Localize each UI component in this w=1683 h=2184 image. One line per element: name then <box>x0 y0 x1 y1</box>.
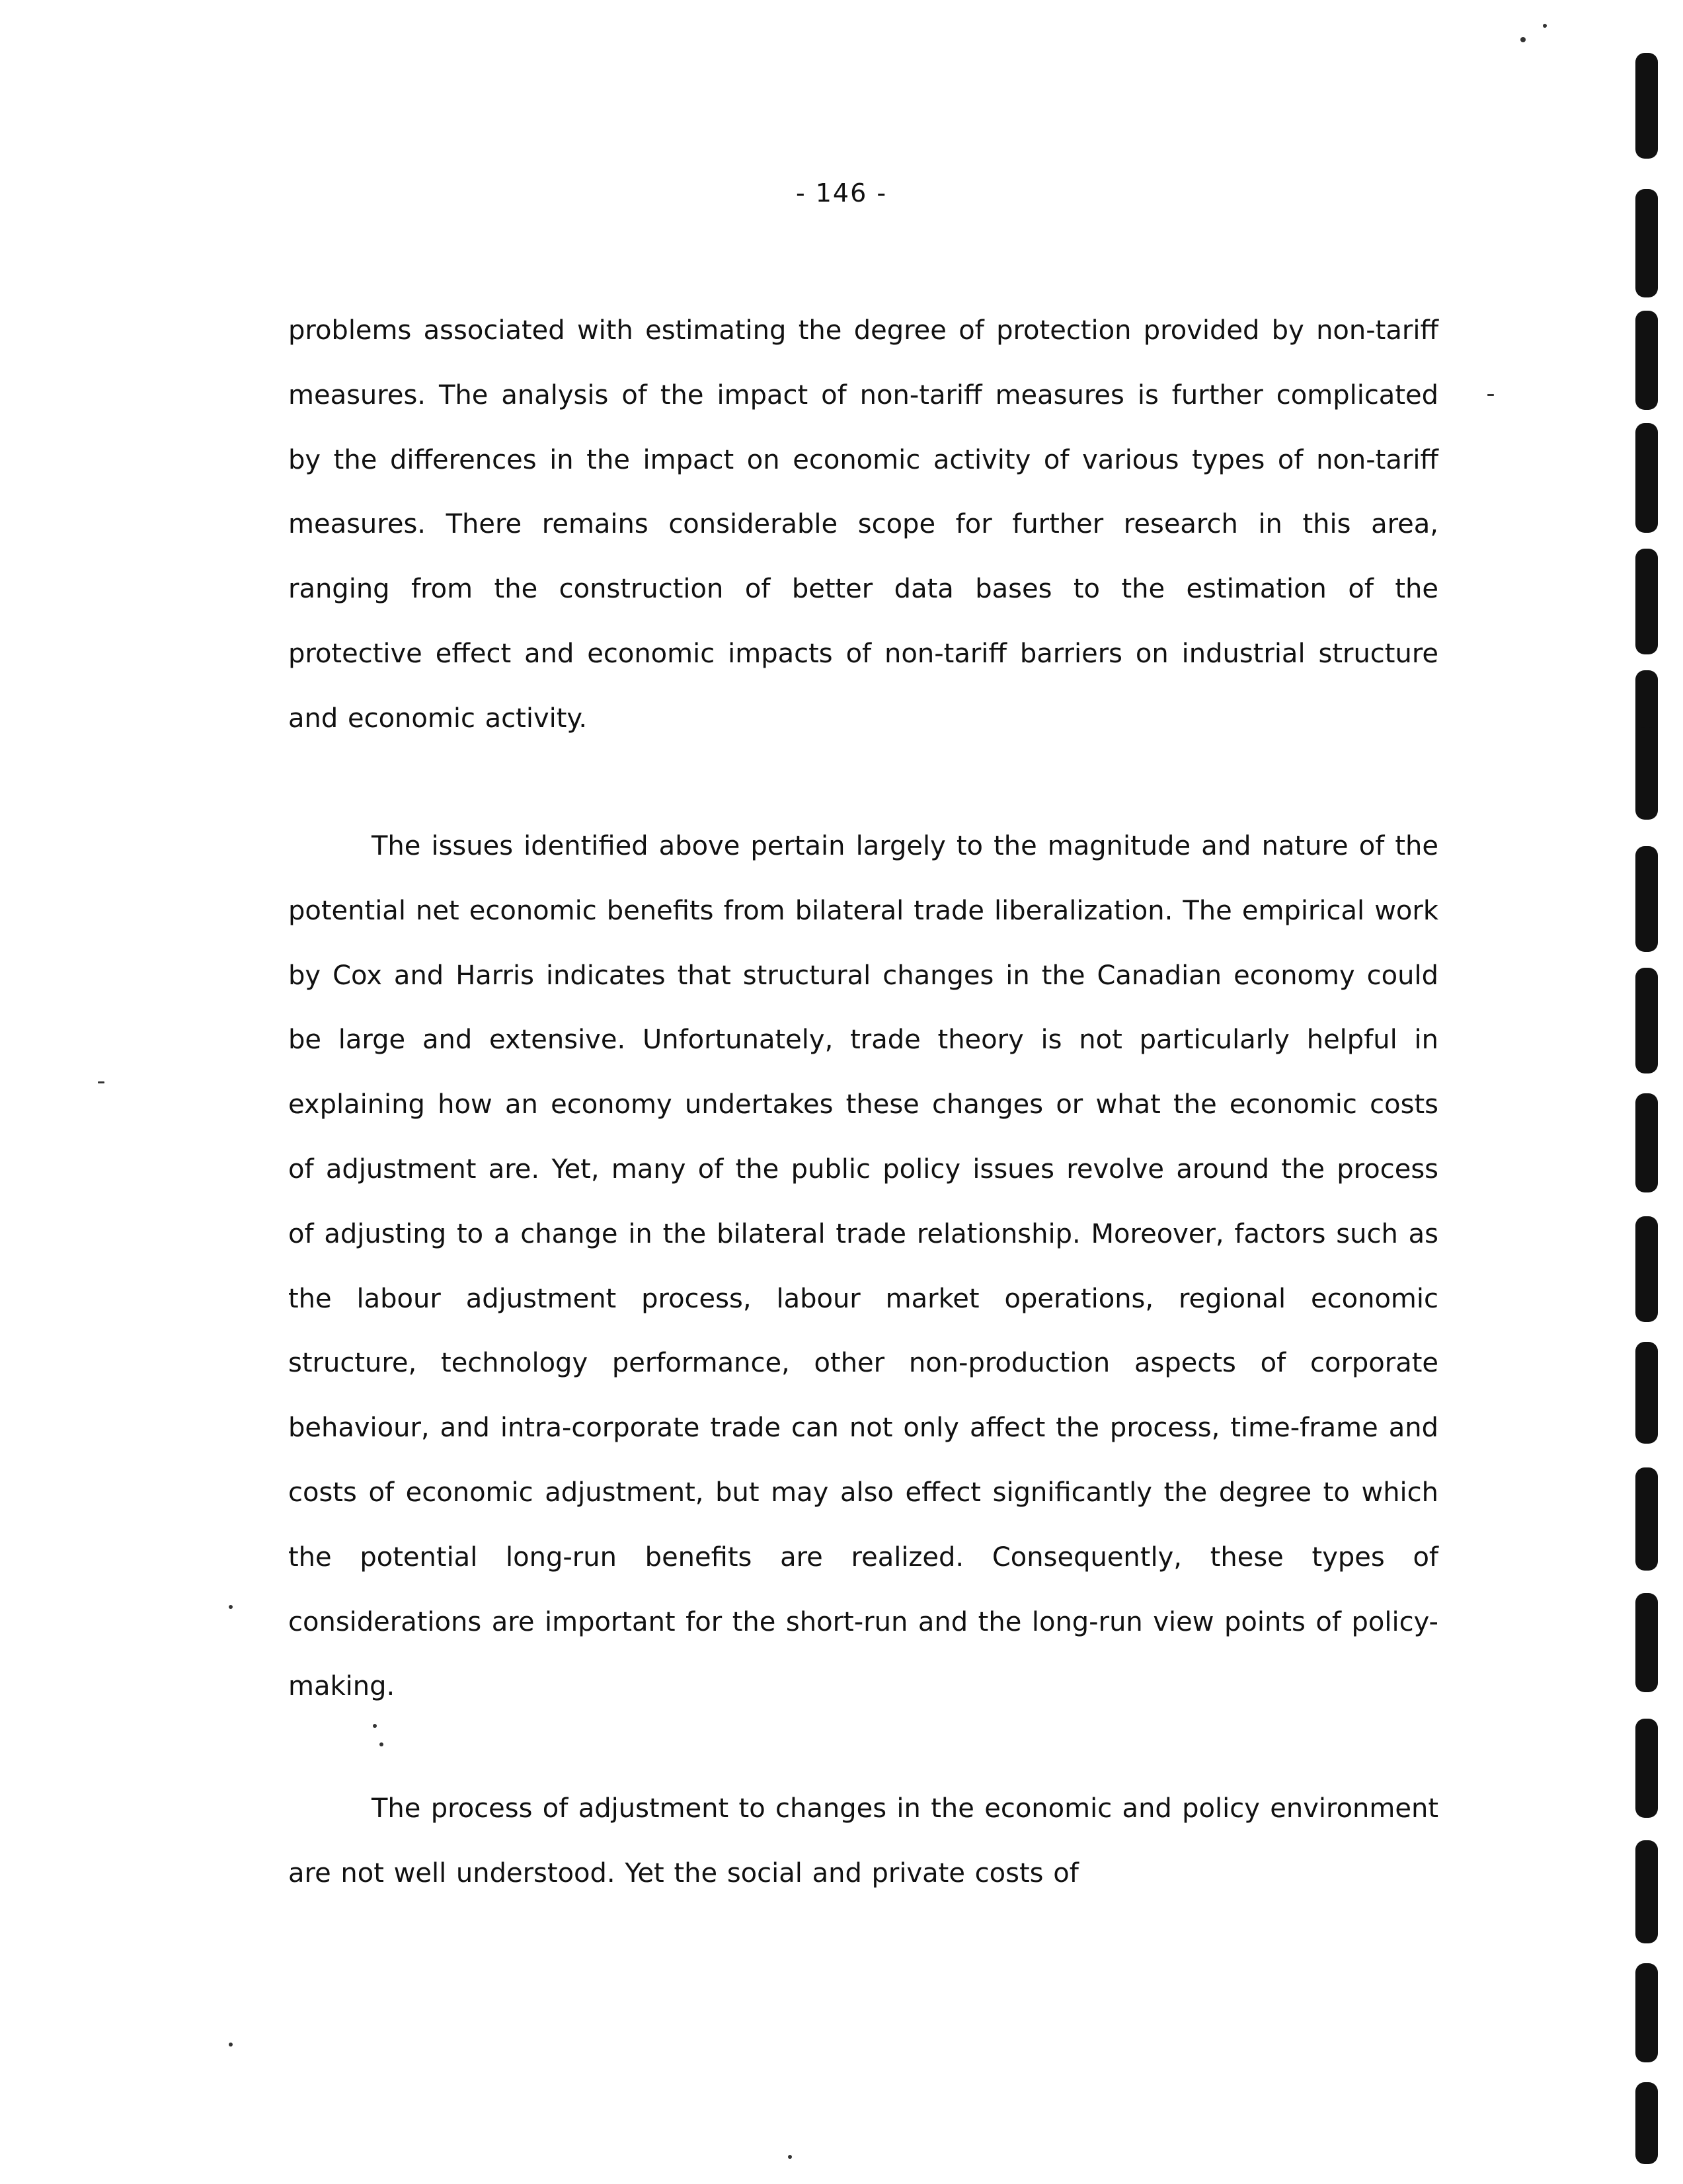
binding-holes-graphic <box>1626 26 1666 2168</box>
paragraph-3: The process of adjustment to changes in the economic and policy environment are not well understood. Yet the social and private costs of <box>288 1793 1438 1889</box>
paragraph-1: problems associated with estimating the degree of protection provided by non-tariff measures. The analysis of the impact of non-tariff measures is further complicated by the differences in the impact on economic activity of various types of non-tariff measures. There remains considerable scope for further research in this area, ranging from the construction of better data bases to the estimation of the protective effect and economic impacts of non-tariff barriers on industrial structure and economic activity. <box>288 315 1438 734</box>
paragraph-2: The issues identified above pertain largely to the magnitude and nature of the potential net economic benefits from bilateral trade liberalization. The empirical work by Cox and Harris indicates that structural changes in the Canadian economy could be large and extensive. Unfortunately, trade theory is not particularly helpful in explaining how an economy undertakes these changes or what the economic costs of adjustment are. Yet, many of the public policy issues revolve around the process of adjusting to a change in the bilateral trade relationship. Moreover, factors such as the labour adjustment process, labour market operations, regional economic structure, technology performance, other non-production aspects of corporate behaviour, and intra-corporate trade can not only affect the process, time-frame and costs of economic adjustment, but may also effect significantly the degree to which the potential long-run benefits are realized. Consequently, these types of considerations are important for the short-run and the long-run view points of policy-making. <box>288 831 1438 1702</box>
scan-speck <box>1520 37 1526 42</box>
scan-speck <box>98 1081 104 1083</box>
scan-speck <box>373 1724 377 1728</box>
scan-speck <box>1543 24 1547 28</box>
page-number: - 146 - <box>795 178 888 208</box>
scan-speck <box>1487 394 1494 396</box>
scan-speck <box>229 2043 233 2047</box>
binding-marks <box>1626 26 1666 2168</box>
scan-speck <box>379 1742 383 1746</box>
scan-speck <box>788 2155 792 2159</box>
scan-speck <box>229 1605 233 1609</box>
